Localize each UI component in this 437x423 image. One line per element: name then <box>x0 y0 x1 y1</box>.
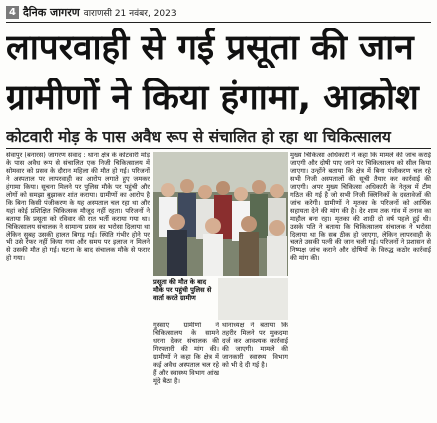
headline-line-2: ग्रामीणों ने किया हंगामा, आक्रोश <box>6 78 419 118</box>
subheadline: कोटवारी मोड़ के पास अवैध रूप से संचालित हो रहा था चिकित्सालय <box>6 128 391 146</box>
news-photo <box>153 152 288 276</box>
subhead-rule <box>6 148 431 149</box>
page-number: 4 <box>6 6 19 19</box>
newspaper-name: दैनिक जागरण <box>22 5 80 19</box>
article-column-2: गुस्साए ग्रामीणों ने चिकित्सालय के सामने धरना देकर संचालक की गिरफ्तारी की मांग की। ग्रामीणों ने कहा कि क्षेत्र में कई अवैध अस्पताल चल रहे हैं और स्वास्थ्य विभाग आंख मूंदे बैठा है। <box>153 322 219 385</box>
article-column-1: सेवापुर (बनारस) जागरण संवाद : थाना क्षेत्र के कोटवारी मोड़ के पास अवैध रूप से संचालित एक निजी चिकित्सालय में सोमवार को प्रसव के दौरान महिला की मौत हो गई। परिजनों ने अस्पताल पर लापरवाही का आरोप लगाते हुए जमकर हंगामा किया। सूचना मिलने पर पुलिस मौके पर पहुंची और लोगों को समझा बुझाकर शांत कराया। ग्रामीणों का आरोप है कि बिना किसी पंजीकरण के यह अस्पताल चल रहा था और यहां कोई प्रशिक्षित चिकित्सक मौजूद नहीं रहता। परिजनों ने बताया कि प्रसूता को रविवार की रात भर्ती कराया गया था। चिकित्सालय संचालक ने सामान्य प्रसव का भरोसा दिलाया था लेकिन सुबह उसकी हालत बिगड़ गई। स्थिति गंभीर होने पर भी उसे रेफर नहीं किया गया और समय पर इलाज न मिलने से उसकी मौत हो गई। घटना के बाद संचालक मौके से फरार हो गया। <box>6 152 150 263</box>
article-column-3: थानाध्यक्ष ने बताया कि तहरीर मिलने पर मुकदमा दर्ज कर आवश्यक कार्रवाई की जाएगी। मामले की जानकारी स्वास्थ्य विभाग को भी दे दी गई है। <box>222 322 288 369</box>
photo-caption-strip <box>153 278 288 320</box>
article-column-4: मुख्य चिकित्सा अधिकारी ने कहा कि मामले की जांच कराई जाएगी और दोषी पाए जाने पर चिकित्सालय को सील किया जाएगा। उन्होंने बताया कि क्षेत्र में बिना पंजीकरण चल रहे सभी निजी अस्पतालों की सूची तैयार कर कार्रवाई की जाएगी। अपर मुख्य चिकित्सा अधिकारी के नेतृत्व में टीम गठित की गई है जो सभी निजी क्लिनिकों के दस्तावेजों की जांच करेगी। ग्रामीणों ने मृतका के परिजनों को आर्थिक सहायता देने की मांग की है। देर शाम तक गांव में तनाव का माहौल बना रहा। मृतका की शादी दो वर्ष पहले हुई थी। उसके पति ने बताया कि चिकित्सालय संचालक ने भरोसा दिलाया था कि सब ठीक हो जाएगा, लेकिन लापरवाही के चलते उसकी पत्नी की जान चली गई। परिजनों ने प्रशासन से निष्पक्ष जांच कराने और दोषियों के विरुद्ध कठोर कार्रवाई की मांग की। <box>290 152 431 263</box>
photo-caption-spacer <box>218 278 288 320</box>
headline-line-1: लापरवाही से गई प्रसूता की जान <box>6 28 414 68</box>
photo-caption: प्रसूता की मौत के बाद मौके पर पहुंची पुलिस से वार्ता करते ग्रामीण <box>153 278 212 302</box>
dateline <box>6 4 431 20</box>
top-rule <box>6 22 431 23</box>
edition-date: वाराणसी 21 नवंबर, 2023 <box>83 8 177 19</box>
crowd-photo-illustration <box>153 152 288 276</box>
